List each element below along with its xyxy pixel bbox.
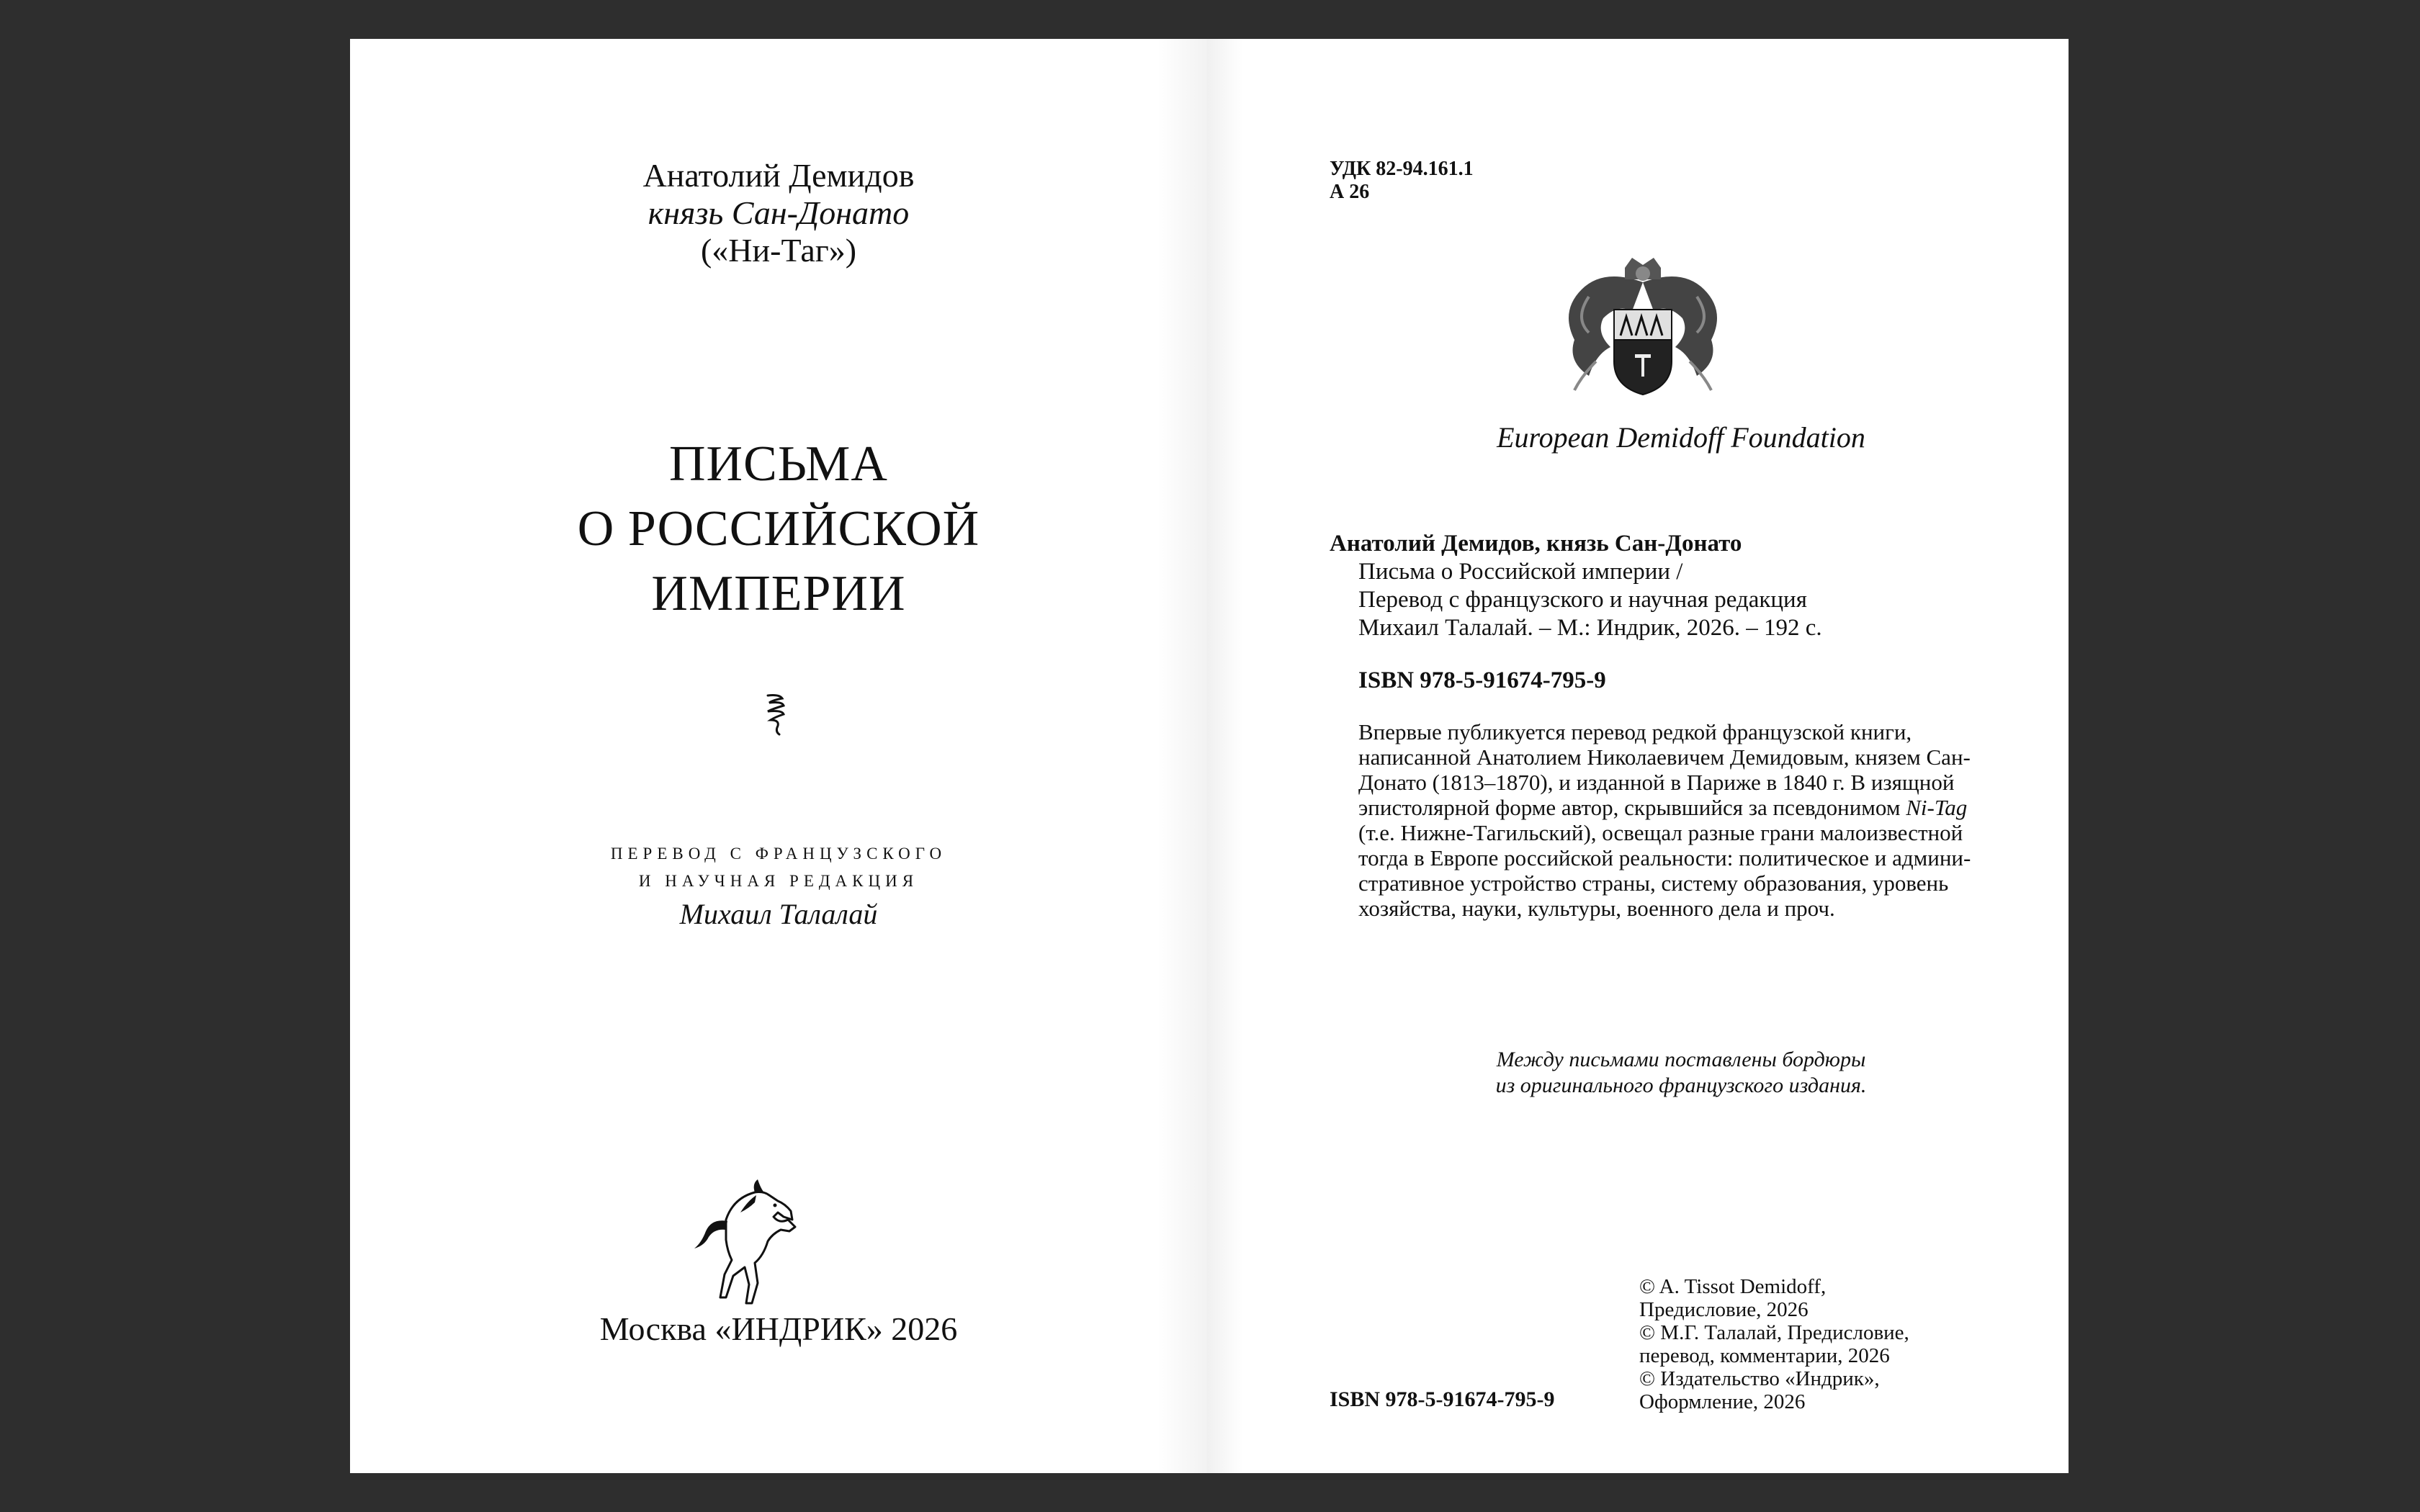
copyright-holder: © Издательство «Индрик», [1639, 1367, 1880, 1390]
book-title-line: ПИСЬМА [669, 436, 888, 492]
right-page [1207, 39, 2069, 1473]
abstract-line: Донато (1813–1870), и изданной в Париже в 1840 г. В изящной [1358, 770, 1955, 795]
translation-block [350, 840, 1207, 932]
foundation-name: European Demidoff Foundation [1497, 421, 1865, 454]
udk-block [1330, 158, 1474, 204]
isbn: ISBN 978-5-91674-795-9 [1358, 667, 1606, 693]
biblio-author: Анатолий Демидов, князь Сан-Донато [1330, 531, 1742, 557]
author-sign: А 26 [1330, 181, 1370, 203]
translation-line-2: И НАУЧНАЯ РЕДАКЦИЯ [638, 872, 919, 890]
abstract-line: (т.е. Нижне-Тагильский), освещал разные грани малоизвестной [1358, 820, 1963, 845]
note-line: из оригинального французского издания. [1495, 1074, 1867, 1097]
copyright-detail: Предисловие, 2026 [1639, 1298, 1809, 1321]
biblio-line: Письма о Российской империи / [1358, 559, 1683, 585]
bibliographic-record [1330, 530, 2021, 642]
abstract-line: хозяйства, науки, культуры, военного дела и проч. [1358, 896, 1835, 921]
copyright-entry [1639, 1367, 2014, 1413]
author-pseudonym: («Ни-Таг») [700, 232, 857, 269]
copyright-holder: © A. Tissot Demidoff, [1639, 1275, 1827, 1298]
book-title-line: О РОССИЙСКОЙ [577, 501, 980, 557]
copyright-entry [1639, 1275, 2014, 1321]
book-title [350, 432, 1207, 626]
copyright-block [1639, 1275, 2014, 1413]
copyright-detail: перевод, комментарии, 2026 [1639, 1344, 1890, 1367]
abstract-line: написанной Анатолием Николаевичем Демидовым, князем Сан- [1358, 744, 1971, 770]
horse-logo-icon [683, 1176, 805, 1313]
abstract [1358, 719, 1992, 921]
book-title-line: ИМПЕРИИ [651, 566, 906, 621]
copyright-detail: Оформление, 2026 [1639, 1390, 1806, 1413]
biblio-line: Михаил Талалай. – М.: Индрик, 2026. – 192 с. [1358, 615, 1822, 641]
translation-line-1: ПЕРЕВОД С ФРАНЦУЗСКОГО [610, 845, 947, 863]
pseudonym-italic: Ni-Tag [1906, 795, 1968, 820]
note-line: Между письмами поставлены бордюры [1496, 1048, 1866, 1071]
abstract-line: тогда в Европе российской реальности: политическое и админи- [1358, 845, 1971, 870]
translator-name: Михаил Талалай [679, 898, 878, 930]
abstract-text: эпистолярной форме автор, скрывшийся за псевдонимом [1358, 795, 1906, 820]
coat-of-arms-icon [1546, 253, 1740, 397]
author-name: Анатолий Демидов [642, 157, 915, 194]
author-title: князь Сан-Донато [647, 194, 910, 231]
author-block [350, 157, 1207, 269]
udk-code: УДК 82-94.161.1 [1330, 158, 1474, 180]
left-page [350, 39, 1207, 1473]
copyright-entry [1639, 1321, 2014, 1367]
ornament-icon [761, 691, 789, 737]
isbn-bottom: ISBN 978-5-91674-795-9 [1330, 1387, 1555, 1411]
imprint: Москва «ИНДРИК» 2026 [599, 1310, 958, 1347]
biblio-line: Перевод с французского и научная редакция [1358, 587, 1807, 613]
abstract-line: стративное устройство страны, систему образования, уровень [1358, 870, 1949, 896]
abstract-line [1358, 795, 1992, 820]
abstract-line: Впервые публикуется перевод редкой французской книги, [1358, 719, 1912, 744]
copyright-holder: © М.Г. Талалай, Предисловие, [1639, 1321, 1909, 1344]
borders-note [1207, 1047, 2069, 1099]
